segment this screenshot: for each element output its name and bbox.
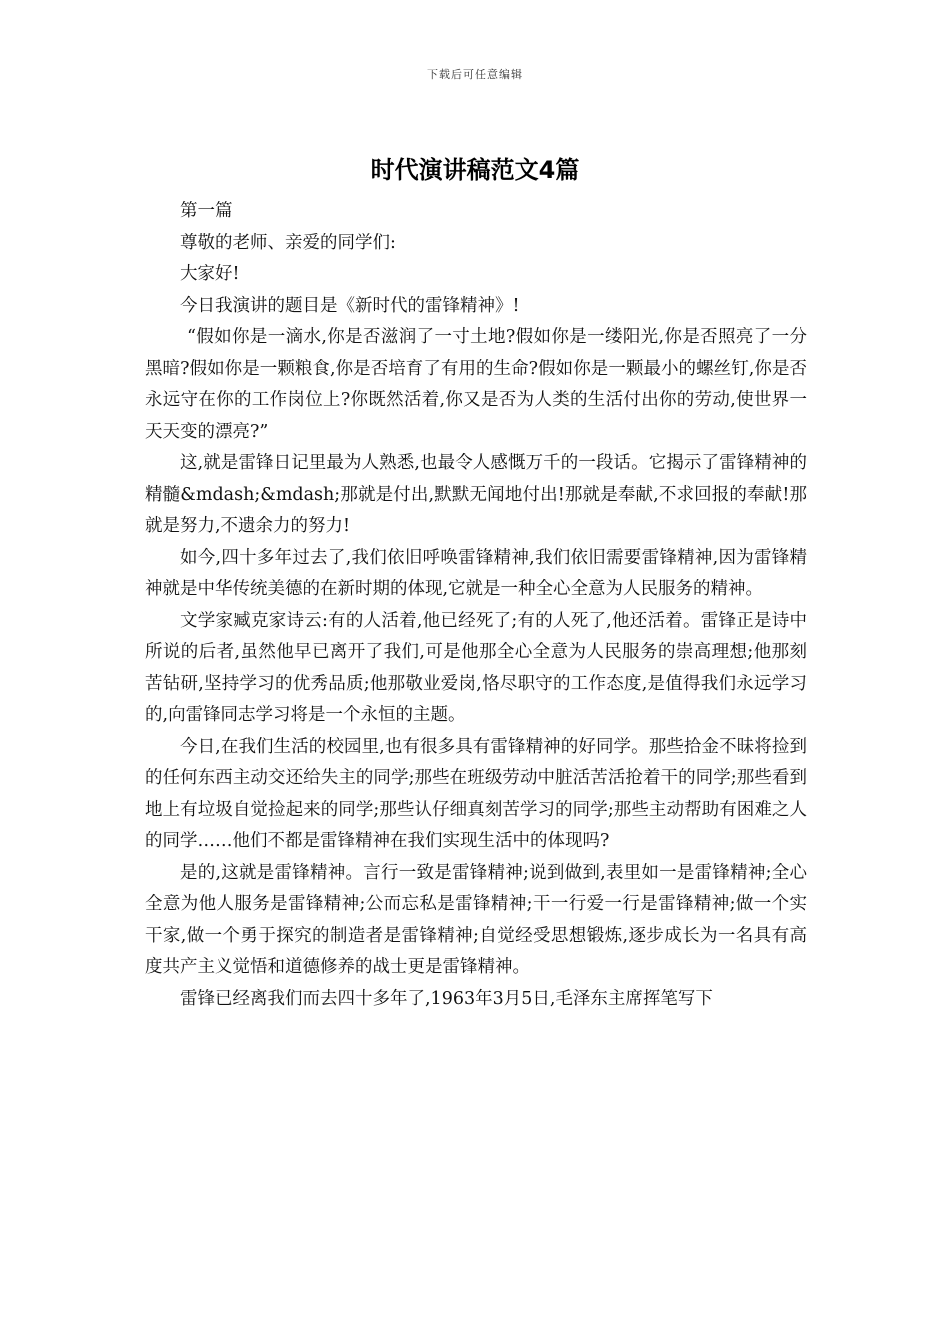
paragraph: 如今,四十多年过去了,我们依旧呼唤雷锋精神,我们依旧需要雷锋精神,因为雷锋精神就是中华传统美德的在新时期的体现,它就是一种全心全意为人民服务的精神。 <box>145 547 807 599</box>
section-heading: 第一篇 <box>180 201 233 221</box>
paragraph: 雷锋已经离我们而去四十多年了,1963年3月5日,毛泽东主席挥笔写下 <box>180 988 713 1009</box>
document-body <box>145 196 807 1015</box>
greeting: 大家好! <box>180 264 240 284</box>
paragraph: 今日,在我们生活的校园里,也有很多具有雷锋精神的好同学。那些拾金不昧将捡到的任何东西主动交还给失主的同学;那些在班级劳动中脏活苦活抢着干的同学;那些看到地上有垃圾自觉捡起来的同学;那些认仔细真刻苦学习的同学;那些主动帮助有困难之人的同学……他们不都是雷锋精神在我们实现生活中的体现吗? <box>145 736 807 851</box>
paragraph: 文学家臧克家诗云:有的人活着,他已经死了;有的人死了,他还活着。雷锋正是诗中所说的后者,虽然他早已离开了我们,可是他那全心全意为人民服务的崇高理想;他那刻苦钻研,坚持学习的优秀品质;他那敬业爱岗,恪尽职守的工作态度,是值得我们永远学习的,向雷锋同志学习将是一个永恒的主题。 <box>145 610 807 725</box>
paragraph-quote: “假如你是一滴水,你是否滋润了一寸土地?假如你是一缕阳光,你是否照亮了一分黑暗?假如你是一颗粮食,你是否培育了有用的生命?假如你是一颗最小的螺丝钉,你是否永远守在你的工作岗位上?你既然活着,你又是否为人类的生活付出你的劳动,使世界一天天变的漂亮?” <box>145 327 807 442</box>
topic-line: 今日我演讲的题目是《新时代的雷锋精神》! <box>180 295 520 316</box>
paragraph: 是的,这就是雷锋精神。言行一致是雷锋精神;说到做到,表里如一是雷锋精神;全心全意为他人服务是雷锋精神;公而忘私是雷锋精神;干一行爱一行是雷锋精神;做一个实干家,做一个勇于探究的制造者是雷锋精神;自觉经受思想锻炼,逐步成长为一名具有高度共产主义觉悟和道德修养的战士更是雷锋精神。 <box>145 862 807 977</box>
document-title: 时代演讲稿范文4篇 <box>370 156 580 184</box>
paragraph: 这,就是雷锋日记里最为人熟悉,也最令人感慨万千的一段话。它揭示了雷锋精神的精髓&mdash;&mdash;那就是付出,默默无闻地付出!那就是奉献,不求回报的奉献!那就是努力,不遗余力的努力! <box>145 453 807 536</box>
salutation: 尊敬的老师、亲爱的同学们: <box>180 232 396 253</box>
header-note: 下载后可任意编辑 <box>427 68 523 81</box>
